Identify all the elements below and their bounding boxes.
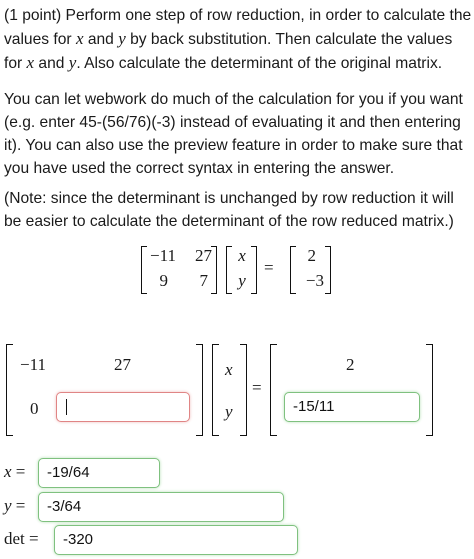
- reduced-a12: 27: [114, 355, 131, 374]
- text-caret: [66, 399, 67, 415]
- x-label: x =: [4, 462, 26, 481]
- left-bracket: [270, 344, 277, 436]
- reduced-a11: −11: [20, 355, 46, 374]
- y-label: y =: [4, 496, 26, 515]
- problem-paragraph-3: (Note: since the determinant is unchanged by row reduction it will be easier to calculate the determinant of the row reduced matrix.): [4, 190, 454, 230]
- right-bracket: [240, 344, 247, 436]
- y-answer-input[interactable]: -3/64: [38, 492, 284, 522]
- left-bracket: [212, 344, 219, 436]
- right-bracket: [211, 246, 217, 294]
- right-bracket: [196, 344, 203, 436]
- det-label: det =: [4, 529, 39, 548]
- matrix-a11: −11: [150, 246, 176, 265]
- vector-x: x: [238, 246, 246, 265]
- vector-y: y: [238, 271, 246, 290]
- x-answer-input[interactable]: -19/64: [38, 458, 160, 488]
- reduced-b2-input[interactable]: -15/11: [284, 392, 420, 422]
- rhs-b2: −3: [305, 271, 324, 290]
- right-bracket: [426, 344, 433, 436]
- equals-sign: =: [252, 378, 262, 397]
- equals-sign: =: [264, 258, 274, 277]
- problem-paragraph-1: (1 point) Perform one step of row reduction, in order to calculate the values for x and y by back substitution. Then calculate the values for x and y. Also calculate the determinant of the original matrix.: [4, 7, 472, 72]
- left-bracket: [6, 344, 13, 436]
- rhs-b1: 2: [307, 246, 316, 265]
- right-bracket: [251, 246, 257, 294]
- reduced-matrix-equation: [0, 344, 474, 436]
- answer-row-x: [0, 457, 474, 489]
- matrix-a12: 27: [195, 246, 212, 265]
- reduced-vector-x: x: [225, 360, 233, 379]
- reduced-vector-y: y: [225, 402, 233, 421]
- problem-paragraph-2: You can let webwork do much of the calculation for you if you want (e.g. enter 45-(56/76)(-3) instead of evaluating it and then entering it). You can also use the preview feature in order to make sure that you have used the correct syntax in entering the answer.: [4, 91, 463, 177]
- reduced-a22-input[interactable]: [56, 392, 190, 422]
- det-answer-input[interactable]: -320: [54, 525, 298, 555]
- reduced-a21: 0: [30, 399, 39, 418]
- right-bracket: [325, 246, 331, 294]
- answer-row-det: [0, 524, 474, 556]
- original-matrix-equation: [0, 246, 474, 294]
- matrix-a22: 7: [199, 271, 208, 290]
- answer-row-y: [0, 491, 474, 523]
- reduced-b1: 2: [346, 355, 355, 374]
- matrix-a21: 9: [159, 271, 168, 290]
